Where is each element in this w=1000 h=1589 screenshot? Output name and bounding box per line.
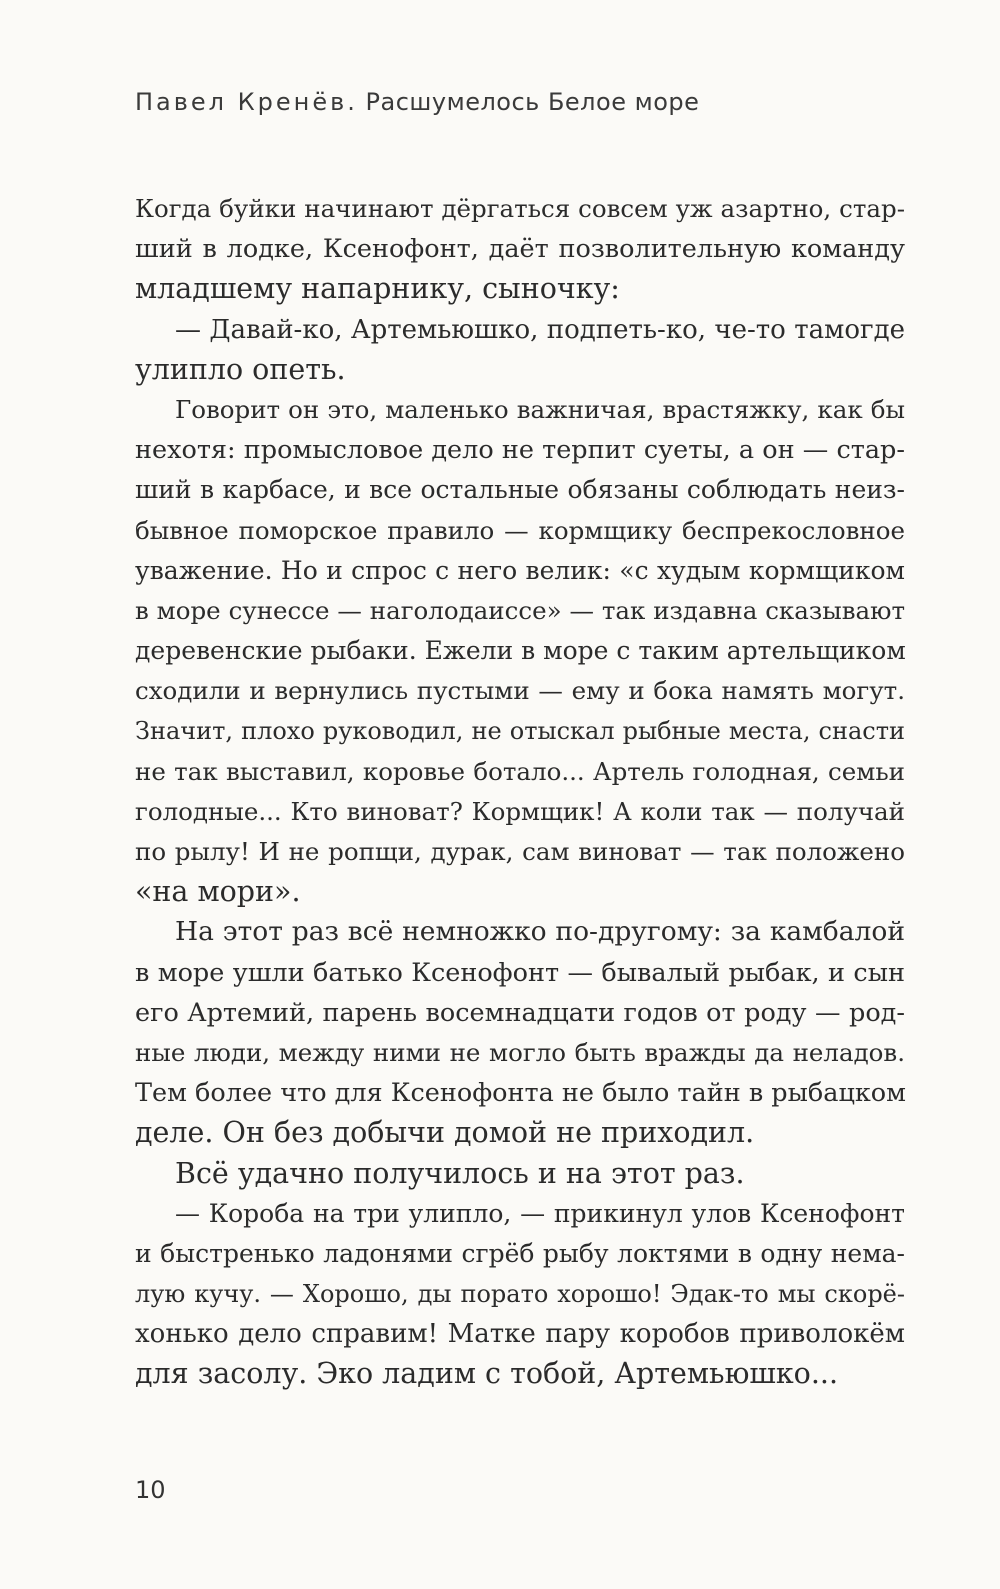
text-line: голодные... Кто виноват? Кормщик! А коли так — получай xyxy=(135,796,905,826)
text-line: не так выставил, коровье ботало... Артель голодная, семьи xyxy=(135,756,905,786)
text-line: ший в карбасе, и все остальные обязаны соблюдать неиз- xyxy=(135,475,905,505)
text-line: и быстренько ладонями сгрёб рыбу локтями в одну нема- xyxy=(135,1238,905,1268)
text-line: деле. Он без добычи домой не приходил. xyxy=(135,1116,755,1150)
text-line: На этот раз всё немножко по-другому: за камбалой xyxy=(175,916,905,948)
text-line: в море ушли батько Ксенофонт — бывалый рыбак, и сын xyxy=(135,957,905,988)
text-line: уважение. Но и спрос с него велик: «с худым кормщиком xyxy=(135,555,905,585)
text-line: ший в лодке, Ксенофонт, даёт позволительную команду xyxy=(135,234,905,265)
text-line: в море сунессе — наголодаиссе» — так издавна сказывают xyxy=(135,595,905,625)
text-line: хонько дело справим! Матке пару коробов приволокём xyxy=(135,1319,905,1350)
text-line: по рылу! И не ропщи, дурак, сам виноват — так положено xyxy=(135,837,905,866)
text-line: лую кучу. — Хорошо, ды порато хорошо! Эдак-то мы скорё- xyxy=(135,1280,905,1309)
text-line: деревенские рыбаки. Ежели в море с таким артельщиком xyxy=(135,636,906,666)
text-line: сходили и вернулись пустыми — ему и бока намять могут. xyxy=(135,676,905,706)
text-line: улипло опеть. xyxy=(135,352,346,386)
running-head-author: Павел Кренёв. xyxy=(135,88,358,116)
text-line: Когда буйки начинают дёргаться совсем уж азартно, стар- xyxy=(135,194,905,223)
text-line: нехотя: промысловое дело не терпит суеты, а он — стар- xyxy=(135,435,905,466)
text-line: Всё удачно получилось и на этот раз. xyxy=(175,1156,745,1190)
text-line: для засолу. Эко ладим с тобой, Артемьюшко... xyxy=(135,1357,839,1391)
text-line: — Короба на три улипло, — прикинул улов Ксенофонт xyxy=(175,1198,905,1228)
text-line: ные люди, между ними не могло быть вражды да неладов. xyxy=(135,1037,905,1067)
text-line: его Артемий, парень восемнадцати годов от роду — род- xyxy=(135,997,905,1028)
text-line: младшему напарнику, сыночку: xyxy=(135,272,620,306)
text-line: — Давай-ко, Артемьюшко, подпеть-ко, че-то тамогде xyxy=(175,314,905,345)
text-line: бывное поморское правило — кормщику беспрекословное xyxy=(135,515,905,545)
body-text xyxy=(135,189,905,1395)
page-number: 10 xyxy=(135,1476,166,1504)
text-line: Тем более что для Ксенофонта не было тайн в рыбацком xyxy=(135,1078,906,1109)
text-line: Значит, плохо руководил, не отыскал рыбные места, снасти xyxy=(135,717,905,746)
text-line: «на мори». xyxy=(135,875,301,909)
running-head-title: Расшумелось Белое море xyxy=(365,88,700,116)
running-head xyxy=(135,88,699,116)
text-line: Говорит он это, маленько важничая, врастяжку, как бы xyxy=(175,394,905,424)
